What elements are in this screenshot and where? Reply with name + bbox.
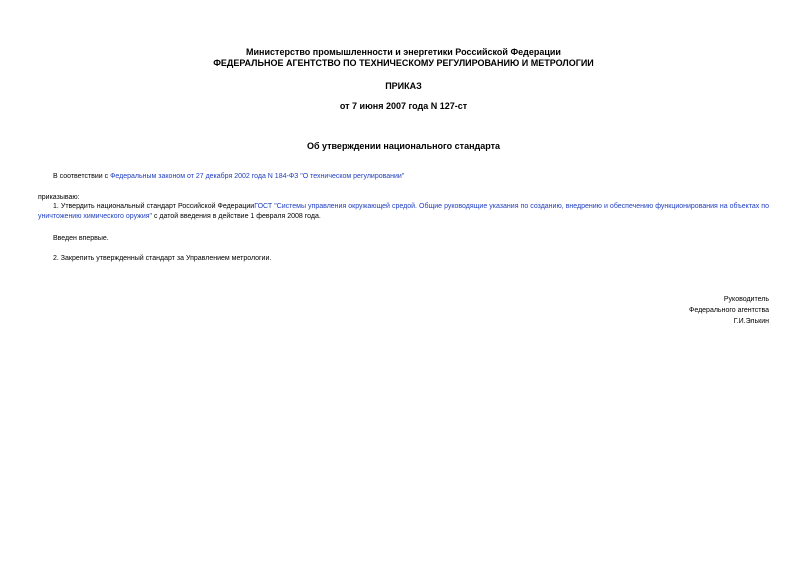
order-word: приказываю: [38, 194, 80, 201]
agency-title: ФЕДЕРАЛЬНОЕ АГЕНТСТВО ПО ТЕХНИЧЕСКОМУ РЕГУЛИРОВАНИЮ И МЕТРОЛОГИИ [213, 58, 594, 68]
item-1 [38, 202, 769, 222]
preamble-text: В соответствии с [53, 173, 111, 180]
document-subject: Об утверждении национального стандарта [306, 141, 501, 151]
signature-position-2: Федерального агентства [689, 307, 769, 314]
gost-link[interactable]: ГОСТ "Системы управления окружающей средой. Общие руководящие указания по созданию, внедрению и обеспечению функционирования на объектах по уничтожению химического оружия" [38, 203, 769, 220]
ministry-title: Министерство промышленности и энергетики Российской Федерации [246, 47, 561, 57]
signature-name: Г.И.Элькин [733, 318, 769, 325]
preamble [53, 172, 404, 181]
document-date-number: от 7 июня 2007 года N 127-ст [339, 101, 468, 111]
item-1-text: 1. Утвердить национальный стандарт Российской Федерации [53, 203, 255, 210]
signature-position-1: Руководитель [723, 296, 769, 303]
intro-note: Введен впервые. [53, 235, 109, 242]
document-type: ПРИКАЗ [385, 81, 422, 91]
federal-law-link[interactable]: Федеральным законом от 27 декабря 2002 года N 184-ФЗ "О техническом регулировании" [110, 173, 405, 180]
item-2: 2. Закрепить утвержденный стандарт за Управлением метрологии. [53, 255, 272, 262]
item-1-suffix: с датой введения в действие 1 февраля 2008 года. [152, 213, 321, 220]
